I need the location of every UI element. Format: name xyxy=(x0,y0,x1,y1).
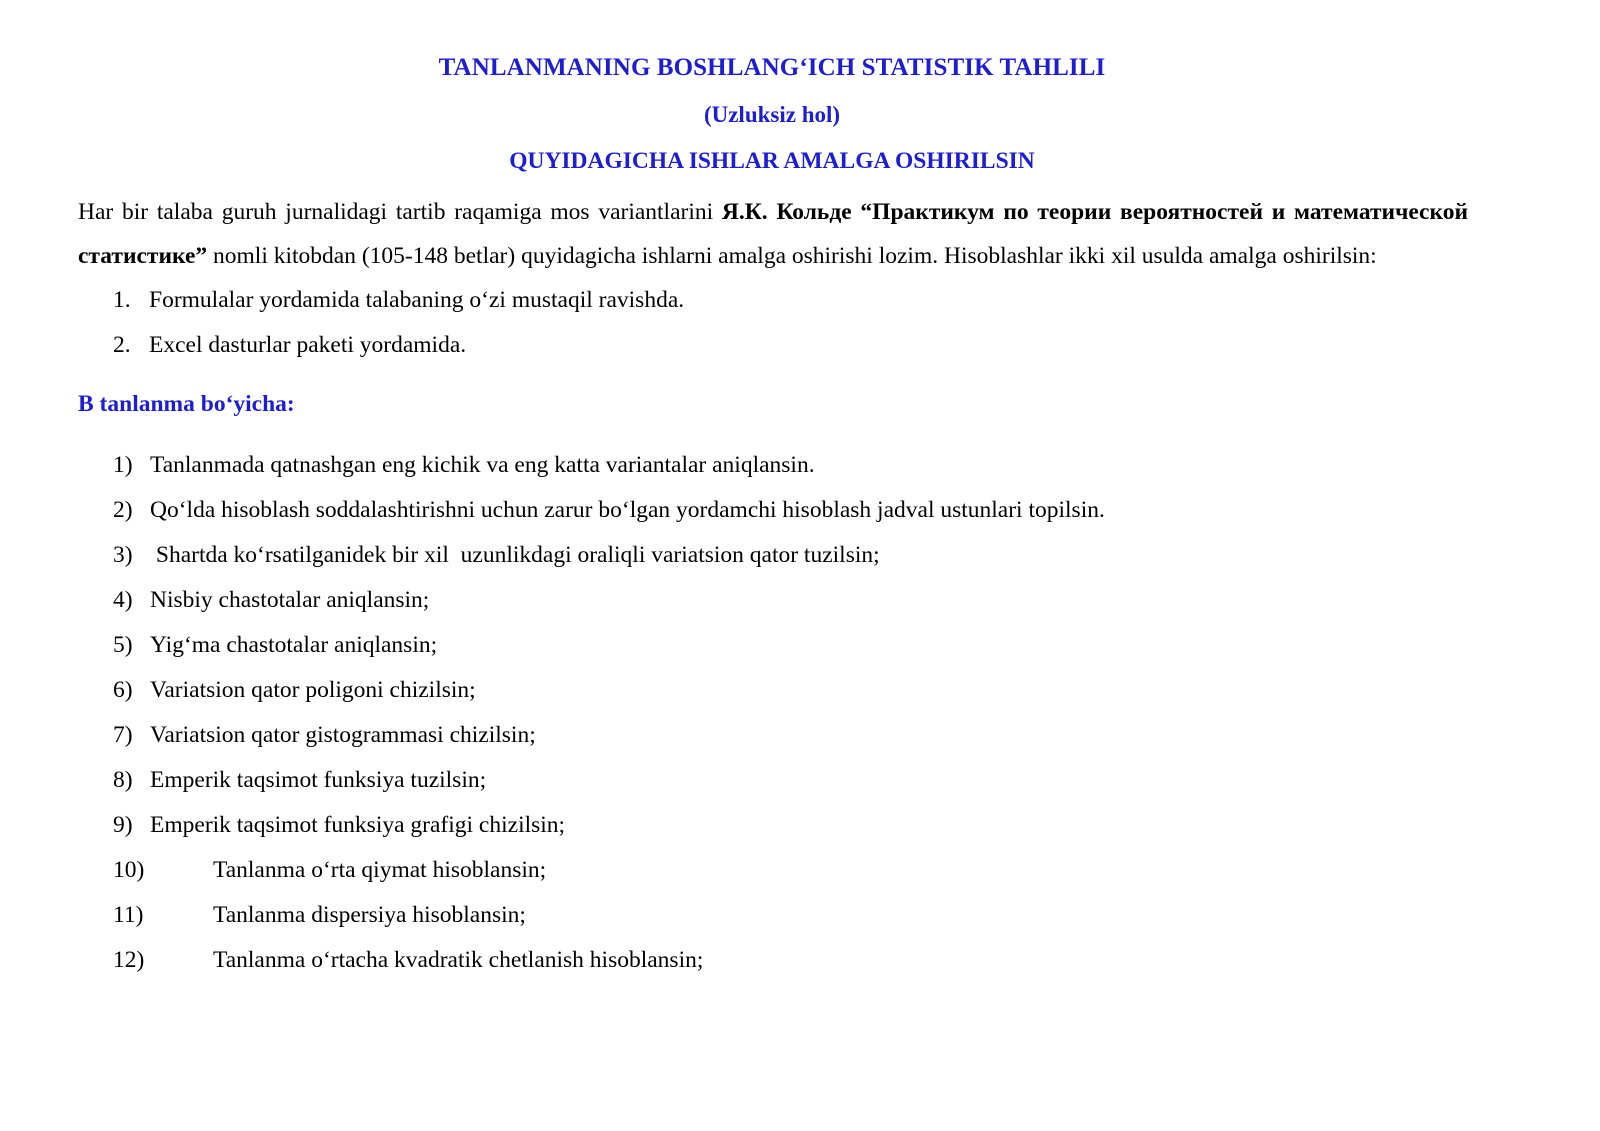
page-subtitle: (Uzluksiz hol) xyxy=(703,102,841,127)
title-block xyxy=(78,44,1490,184)
list-item-text: Qo‘lda hisoblash soddalashtirishni uchun zarur bo‘lgan yordamchi hisoblash jadval ustunlari topilsin. xyxy=(150,497,1105,523)
list-item xyxy=(78,488,1490,533)
section-heading: B tanlanma bo‘yicha: xyxy=(78,391,295,417)
intro-text-part1: Har bir talaba guruh jurnalidagi tartib raqamiga mos variantlarini xyxy=(78,199,722,225)
task-list xyxy=(78,443,1490,983)
list-item xyxy=(78,758,1490,803)
list-item-number: 11) xyxy=(113,902,144,928)
list-item-text: Tanlanmada qatnashgan eng kichik va eng katta variantalar aniqlansin. xyxy=(150,452,815,478)
list-item-text: Tanlanma o‘rta qiymat hisoblansin; xyxy=(213,857,547,883)
list-item-text: Shartda ko‘rsatilganidek bir xil uzunlikdagi oraliqli variatsion qator tuzilsin; xyxy=(150,542,880,568)
method-list xyxy=(78,278,1490,368)
list-item-text: Formulalar yordamida talabaning o‘zi mustaqil ravishda. xyxy=(149,287,685,313)
list-item xyxy=(78,623,1490,668)
list-item xyxy=(78,578,1490,623)
page-title: TANLANMANING BOSHLANG‘ICH STATISTIK TAHLILI xyxy=(438,54,1106,81)
intro-paragraph xyxy=(78,190,1490,278)
list-item xyxy=(78,938,1490,983)
list-item-number: 2) xyxy=(113,497,133,523)
page-subtitle-secondary: QUYIDAGICHA ISHLAR AMALGA OSHIRILSIN xyxy=(509,148,1035,174)
list-item-text: Variatsion qator poligoni chizilsin; xyxy=(150,677,476,703)
list-item-number: 1) xyxy=(113,452,133,478)
list-item-number: 7) xyxy=(113,722,133,748)
list-item-number: 5) xyxy=(113,632,133,658)
list-item-number: 12) xyxy=(113,947,145,973)
list-item-number: 9) xyxy=(113,812,133,838)
list-item-text: Tanlanma o‘rtacha kvadratik chetlanish hisoblansin; xyxy=(213,947,704,973)
intro-text-part2: nomli kitobdan (105-148 betlar) quyidagicha ishlarni amalga oshirishi lozim. Hisoblashlar ikki xil usulda amalga oshirilsin: xyxy=(207,243,1377,269)
list-item-text: Emperik taqsimot funksiya tuzilsin; xyxy=(150,767,487,793)
intro-book-reference: Я.К. Кольде “Практикум по теории вероятностей и математической статистике” xyxy=(78,199,1468,269)
list-item-text: Excel dasturlar paketi yordamida. xyxy=(149,332,467,358)
list-item xyxy=(78,848,1490,893)
list-item xyxy=(78,668,1490,713)
list-item xyxy=(78,323,1490,368)
list-item-text: Emperik taqsimot funksiya grafigi chizilsin; xyxy=(150,812,566,838)
list-item-number: 2. xyxy=(113,332,131,358)
list-item xyxy=(78,278,1490,323)
list-item-number: 8) xyxy=(113,767,133,793)
list-item-text: Variatsion qator gistogrammasi chizilsin; xyxy=(150,722,536,748)
list-item xyxy=(78,533,1490,578)
list-item-text: Tanlanma dispersiya hisoblansin; xyxy=(213,902,526,928)
list-item xyxy=(78,443,1490,488)
list-item-number: 10) xyxy=(113,857,145,883)
list-item-number: 6) xyxy=(113,677,133,703)
list-item xyxy=(78,803,1490,848)
list-item xyxy=(78,893,1490,938)
list-item-number: 4) xyxy=(113,587,133,613)
list-item xyxy=(78,713,1490,758)
list-item-number: 3) xyxy=(113,542,133,568)
list-item-text: Nisbiy chastotalar aniqlansin; xyxy=(150,587,430,613)
list-item-text: Yig‘ma chastotalar aniqlansin; xyxy=(150,632,438,658)
list-item-number: 1. xyxy=(113,287,131,313)
